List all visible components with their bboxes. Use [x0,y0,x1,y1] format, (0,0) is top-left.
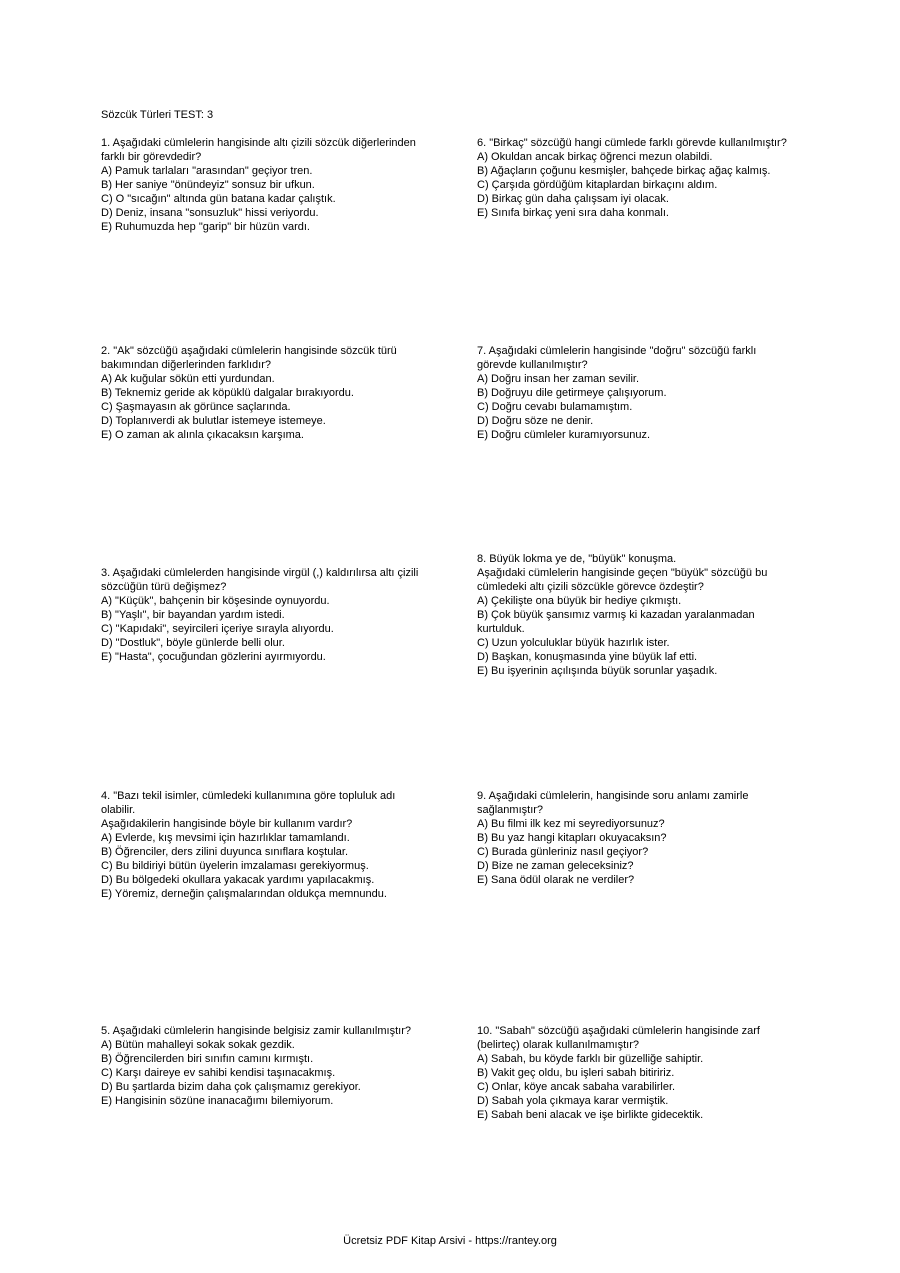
option-e: E) Ruhumuzda hep "garip" bir hüzün vardı. [101,221,310,233]
option-b: B) Öğrencilerden biri sınıfın camını kırmıştı. [101,1053,314,1065]
option-b: B) Doğruyu dile getirmeye çalışıyorum. [477,387,667,399]
question-6 [477,136,797,220]
option-list [101,831,421,901]
option-d: D) Bu bölgedeki okullara yakacak yardımı yapılacakmış. [101,874,375,886]
option-d: D) Başkan, konuşmasında yine büyük laf etti. [477,651,698,663]
option-c: C) Bu bildiriyi bütün üyelerin imzalaması gerekiyormuş. [101,860,369,872]
question-7 [477,344,797,442]
option-c: C) Şaşmayasın ak görünce saçlarında. [101,401,291,413]
question-stem: 9. Aşağıdaki cümlelerin, hangisinde soru anlamı zamirle sağlanmıştır? [477,790,749,816]
question-stem: 2. "Ak" sözcüğü aşağıdaki cümlelerin hangisinde sözcük türü bakımından diğerlerinden farklıdır? [101,345,397,371]
page-footer: Ücretsiz PDF Kitap Arsivi - https://rantey.org [343,1235,557,1247]
question-stem: 4. "Bazı tekil isimler, cümledeki kullanımına göre topluluk adı olabilir. [101,790,396,816]
question-5 [101,1024,421,1108]
question-8 [477,552,797,678]
option-a: A) Ak kuğular sökün etti yurdundan. [101,373,275,385]
option-b: B) Teknemiz geride ak köpüklü dalgalar bırakıyordu. [101,387,354,399]
option-a: A) Evlerde, kış mevsimi için hazırlıklar tamamlandı. [101,832,350,844]
question-1 [101,136,421,234]
option-d: D) Birkaç gün daha çalışsam iyi olacak. [477,193,669,205]
question-stem: Aşağıdaki cümlelerin hangisinde geçen "büyük" sözcüğü bu cümledeki altı çizili sözcükle görevce özdeştir? [477,567,768,593]
option-list [101,1038,421,1108]
option-d: D) Toplanıverdi ak bulutlar istemeye istemeye. [101,415,326,427]
page-title: Sözcük Türleri TEST: 3 [101,109,214,121]
question-stem: 3. Aşağıdaki cümlelerden hangisinde virgül (,) kaldırılırsa altı çizili sözcüğün türü değişmez? [101,567,419,593]
option-list [101,164,421,234]
option-list [477,150,797,220]
option-e: E) Sabah beni alacak ve işe birlikte gidecektik. [477,1109,704,1121]
question-9 [477,789,797,887]
question-4 [101,789,421,901]
option-a: A) "Küçük", bahçenin bir köşesinde oynuyordu. [101,595,330,607]
option-a: A) Doğru insan her zaman sevilir. [477,373,640,385]
question-stem: 1. Aşağıdaki cümlelerin hangisinde altı çizili sözcük diğerlerinden farklı bir görevdedir? [101,137,416,163]
option-b: B) Çok büyük şansımız varmış ki kazadan yaralanmadan kurtulduk. [477,609,755,635]
option-d: D) Sabah yola çıkmaya karar vermiştik. [477,1095,669,1107]
option-b: B) "Yaşlı", bir bayandan yardım istedi. [101,609,285,621]
option-c: C) Doğru cevabı bulamamıştım. [477,401,633,413]
option-list [477,594,797,678]
question-3 [101,566,421,664]
question-stem: 5. Aşağıdaki cümlelerin hangisinde belgisiz zamir kullanılmıştır? [101,1025,411,1037]
option-e: E) Doğru cümleler kuramıyorsunuz. [477,429,651,441]
option-list [477,372,797,442]
option-e: E) Hangisinin sözüne inanacağımı bilemiyorum. [101,1095,334,1107]
option-d: D) Bize ne zaman geleceksiniz? [477,860,634,872]
option-b: B) Her saniye "önündeyiz" sonsuz bir ufkun. [101,179,315,191]
option-c: C) Uzun yolculuklar büyük hazırlık ister. [477,637,670,649]
question-stem: Aşağıdakilerin hangisinde böyle bir kullanım vardır? [101,818,353,830]
option-b: B) Bu yaz hangi kitapları okuyacaksın? [477,832,667,844]
option-a: A) Çekilişte ona büyük bir hediye çıkmıştı. [477,595,682,607]
option-e: E) Sınıfa birkaç yeni sıra daha konmalı. [477,207,669,219]
option-b: B) Vakit geç oldu, bu işleri sabah bitiririz. [477,1067,675,1079]
option-d: D) Deniz, insana "sonsuzluk" hissi veriyordu. [101,207,319,219]
option-c: C) "Kapıdaki", seyircileri içeriye sırayla alıyordu. [101,623,334,635]
option-list [477,817,797,887]
option-b: B) Ağaçların çoğunu kesmişler, bahçede birkaç ağaç kalmış. [477,165,771,177]
option-d: D) Doğru söze ne denir. [477,415,594,427]
option-e: E) O zaman ak alınla çıkacaksın karşıma. [101,429,304,441]
option-a: A) Bütün mahalleyi sokak sokak gezdik. [101,1039,295,1051]
option-list [477,1052,797,1122]
option-c: C) Burada günleriniz nasıl geçiyor? [477,846,649,858]
option-list [101,372,421,442]
question-10 [477,1024,797,1122]
option-e: E) Bu işyerinin açılışında büyük sorunlar yaşadık. [477,665,718,677]
option-list [101,594,421,664]
question-stem: 8. Büyük lokma ye de, "büyük" konuşma. [477,553,677,565]
option-a: A) Bu filmi ilk kez mi seyrediyorsunuz? [477,818,665,830]
option-a: A) Pamuk tarlaları "arasından" geçiyor tren. [101,165,313,177]
option-b: B) Öğrenciler, ders zilini duyunca sınıflara koştular. [101,846,349,858]
option-c: C) Karşı daireye ev sahibi kendisi taşınacakmış. [101,1067,336,1079]
option-e: E) Sana ödül olarak ne verdiler? [477,874,635,886]
option-c: C) Onlar, köye ancak sabaha varabilirler. [477,1081,676,1093]
option-d: D) Bu şartlarda bizim daha çok çalışmamız gerekiyor. [101,1081,361,1093]
option-e: E) "Hasta", çocuğundan gözlerini ayırmıyordu. [101,651,326,663]
option-d: D) "Dostluk", böyle günlerde belli olur. [101,637,285,649]
option-e: E) Yöremiz, derneğin çalışmalarından oldukça memnundu. [101,888,387,900]
question-stem: 7. Aşağıdaki cümlelerin hangisinde "doğru" sözcüğü farklı görevde kullanılmıştır? [477,345,757,371]
option-a: A) Okuldan ancak birkaç öğrenci mezun olabildi. [477,151,713,163]
option-c: C) Çarşıda gördüğüm kitaplardan birkaçını aldım. [477,179,718,191]
question-2 [101,344,421,442]
question-stem: 6. "Birkaç" sözcüğü hangi cümlede farklı görevde kullanılmıştır? [477,137,787,149]
option-c: C) O "sıcağın" altında gün batana kadar çalıştık. [101,193,336,205]
option-a: A) Sabah, bu köyde farklı bir güzelliğe sahiptir. [477,1053,704,1065]
question-stem: 10. "Sabah" sözcüğü aşağıdaki cümlelerin hangisinde zarf (belirteç) olarak kullanılmamıştır? [477,1025,760,1051]
